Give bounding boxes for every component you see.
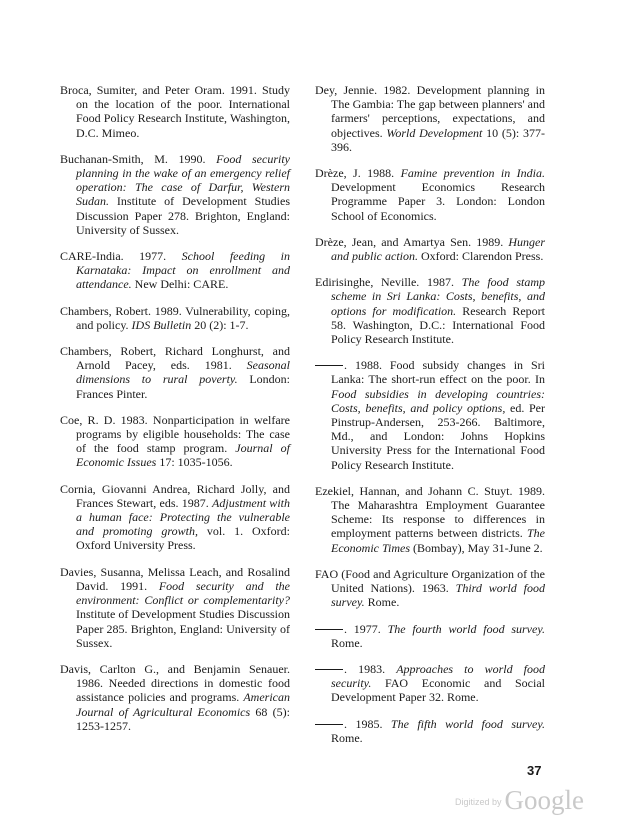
reference-entry: [60, 662, 290, 733]
reference-text: Drèze, J. 1988.: [315, 166, 401, 181]
reference-entry: [315, 484, 545, 555]
reference-text: Dey, Jennie. 1982. Development planning in The Gambia: The gap between planners' and farmers' perceptions, expectations, and objectives.: [315, 83, 545, 140]
references-right-column: [315, 83, 545, 757]
repeat-author-rule: [315, 669, 343, 670]
reference-text: . 1988. Food subsidy changes in Sri Lanka: The short-run effect on the poor. In: [331, 358, 545, 387]
reference-text: Institute of Development Studies Discussion Paper 285. Brighton, England: University of Sussex.: [76, 607, 290, 650]
reference-entry: [315, 662, 545, 705]
reference-title: School feeding in Karnataka: Impact on enrollment and attendance.: [76, 249, 290, 292]
repeat-author-rule: [315, 629, 343, 630]
reference-text: Rome.: [331, 635, 363, 650]
reference-text: Institute of Development Studies Discussion Paper 278. Brighton, England: University of Sussex.: [76, 194, 290, 237]
reference-text: London: Frances Pinter.: [76, 372, 290, 401]
reference-entry: [315, 166, 545, 223]
reference-text: FAO Economic and Social Development Paper 32. Rome.: [331, 676, 545, 705]
reference-text: Buchanan-Smith, M. 1990.: [60, 151, 217, 166]
reference-title: Seasonal dimensions to rural poverty.: [76, 358, 290, 387]
reference-entry: [315, 567, 545, 610]
reference-text: Ezekiel, Hannan, and Johann C. Stuyt. 1989. The Maharashtra Employment Guarantee Scheme: Its response to differences in employment patterns between districts.: [315, 483, 545, 541]
reference-title: Food subsidies in developing countries: Costs, benefits, and policy options,: [331, 386, 545, 415]
reference-title: The fifth world food survey.: [390, 716, 545, 731]
repeat-author-rule: [315, 724, 343, 725]
references-left-column: [60, 83, 290, 745]
reference-title: Approaches to world food security.: [331, 661, 546, 691]
reference-text: . 1983.: [344, 661, 397, 676]
reference-text: 68 (5): 1253-1257.: [76, 704, 291, 733]
reference-entry: [60, 249, 290, 292]
reference-text: Broca, Sumiter, and Peter Oram. 1991. Study on the location of the poor. International Food Policy Research Institute, Washington, D.C. Mimeo.: [60, 83, 290, 140]
reference-entry: [315, 358, 545, 472]
reference-text: Drèze, Jean, and Amartya Sen. 1989.: [315, 234, 509, 249]
reference-text: . 1985.: [344, 716, 391, 731]
reference-entry: [60, 152, 290, 237]
reference-entry: [60, 344, 290, 401]
reference-text: Coe, R. D. 1983. Nonparticipation in welfare programs by eligible households: The case of the food stamp program.: [60, 412, 290, 456]
reference-entry: [60, 482, 290, 553]
repeat-author-rule: [315, 365, 343, 366]
reference-entry: [60, 83, 290, 140]
reference-entry: [60, 565, 290, 650]
reference-entry: [60, 304, 290, 332]
reference-entry: [315, 83, 545, 154]
reference-entry: [315, 717, 545, 745]
reference-entry: [315, 275, 545, 346]
reference-text: . 1977.: [344, 621, 388, 636]
reference-title: The fourth world food survey.: [387, 621, 546, 636]
reference-text: CARE-India. 1977.: [60, 249, 182, 264]
reference-text: Rome.: [364, 595, 400, 610]
reference-text: Development Economics Research Programme Paper 3. London: London School of Economics.: [331, 180, 545, 223]
reference-title: Journal of Economic Issues: [76, 441, 291, 470]
reference-text: Oxford: Clarendon Press.: [418, 249, 544, 264]
watermark-brand: Google: [504, 785, 585, 815]
reference-text: FAO (Food and Agriculture Organization of the United Nations). 1963.: [315, 566, 545, 596]
reference-title: Adjustment with a human face: Protecting the vulnerable and promoting growth,: [76, 495, 290, 539]
digitized-by-google-watermark: [455, 785, 584, 816]
reference-text: (Bombay), May 31-June 2.: [410, 540, 543, 555]
reference-title: Food security planning in the wake of an emergency relief operation: The case of Darfur, Western Sudan.: [76, 151, 290, 209]
reference-text: vol. 1. Oxford: Oxford University Press.: [76, 524, 291, 553]
page-number: 37: [527, 763, 542, 778]
reference-title: Third world food survey.: [331, 581, 545, 610]
reference-title: The Economic Times: [331, 526, 545, 555]
reference-title: American Journal of Agricultural Economics: [76, 690, 290, 719]
reference-title: Famine prevention in India.: [400, 166, 545, 181]
reference-entry: [315, 622, 545, 650]
reference-title: Food security and the environment: Conflict or complementarity?: [76, 578, 291, 608]
reference-text: Cornia, Giovanni Andrea, Richard Jolly, and Frances Stewart, eds. 1987.: [60, 481, 290, 510]
reference-text: Edirisinghe, Neville. 1987.: [315, 275, 462, 290]
reference-title: World Development: [386, 125, 483, 140]
reference-title: The food stamp scheme in Sri Lanka: Costs, benefits, and options for modification.: [331, 275, 545, 318]
reference-text: Davies, Susanna, Melissa Leach, and Rosalind David. 1991.: [60, 564, 290, 593]
reference-title: IDS Bulletin: [131, 317, 192, 332]
reference-text: 20 (2): 1-7.: [191, 317, 249, 332]
watermark-prefix: Digitized by: [455, 797, 502, 807]
reference-text: Chambers, Robert. 1989. Vulnerability, coping, and policy.: [60, 303, 290, 332]
reference-entry: [60, 413, 290, 470]
reference-title: Hunger and public action.: [331, 234, 545, 264]
reference-text: Rome.: [331, 730, 363, 745]
reference-text: Chambers, Robert, Richard Longhurst, and Arnold Pacey, eds. 1981.: [60, 344, 290, 373]
reference-text: New Delhi: CARE.: [131, 277, 229, 292]
reference-text: Research Report 58. Washington, D.C.: International Food Policy Research Institute.: [331, 303, 545, 347]
reference-text: Davis, Carlton G., and Benjamin Senauer. 1986. Needed directions in domestic food assistance policies and programs.: [60, 661, 290, 705]
reference-text: 17: 1035-1056.: [156, 455, 233, 470]
reference-text: 10 (5): 377-396.: [331, 125, 546, 154]
reference-entry: [315, 235, 545, 263]
reference-text: ed. Per Pinstrup-Andersen, 253-266. Baltimore, Md., and London: Johns Hopkins University Press for the International Food Policy Research Institute.: [331, 400, 545, 472]
